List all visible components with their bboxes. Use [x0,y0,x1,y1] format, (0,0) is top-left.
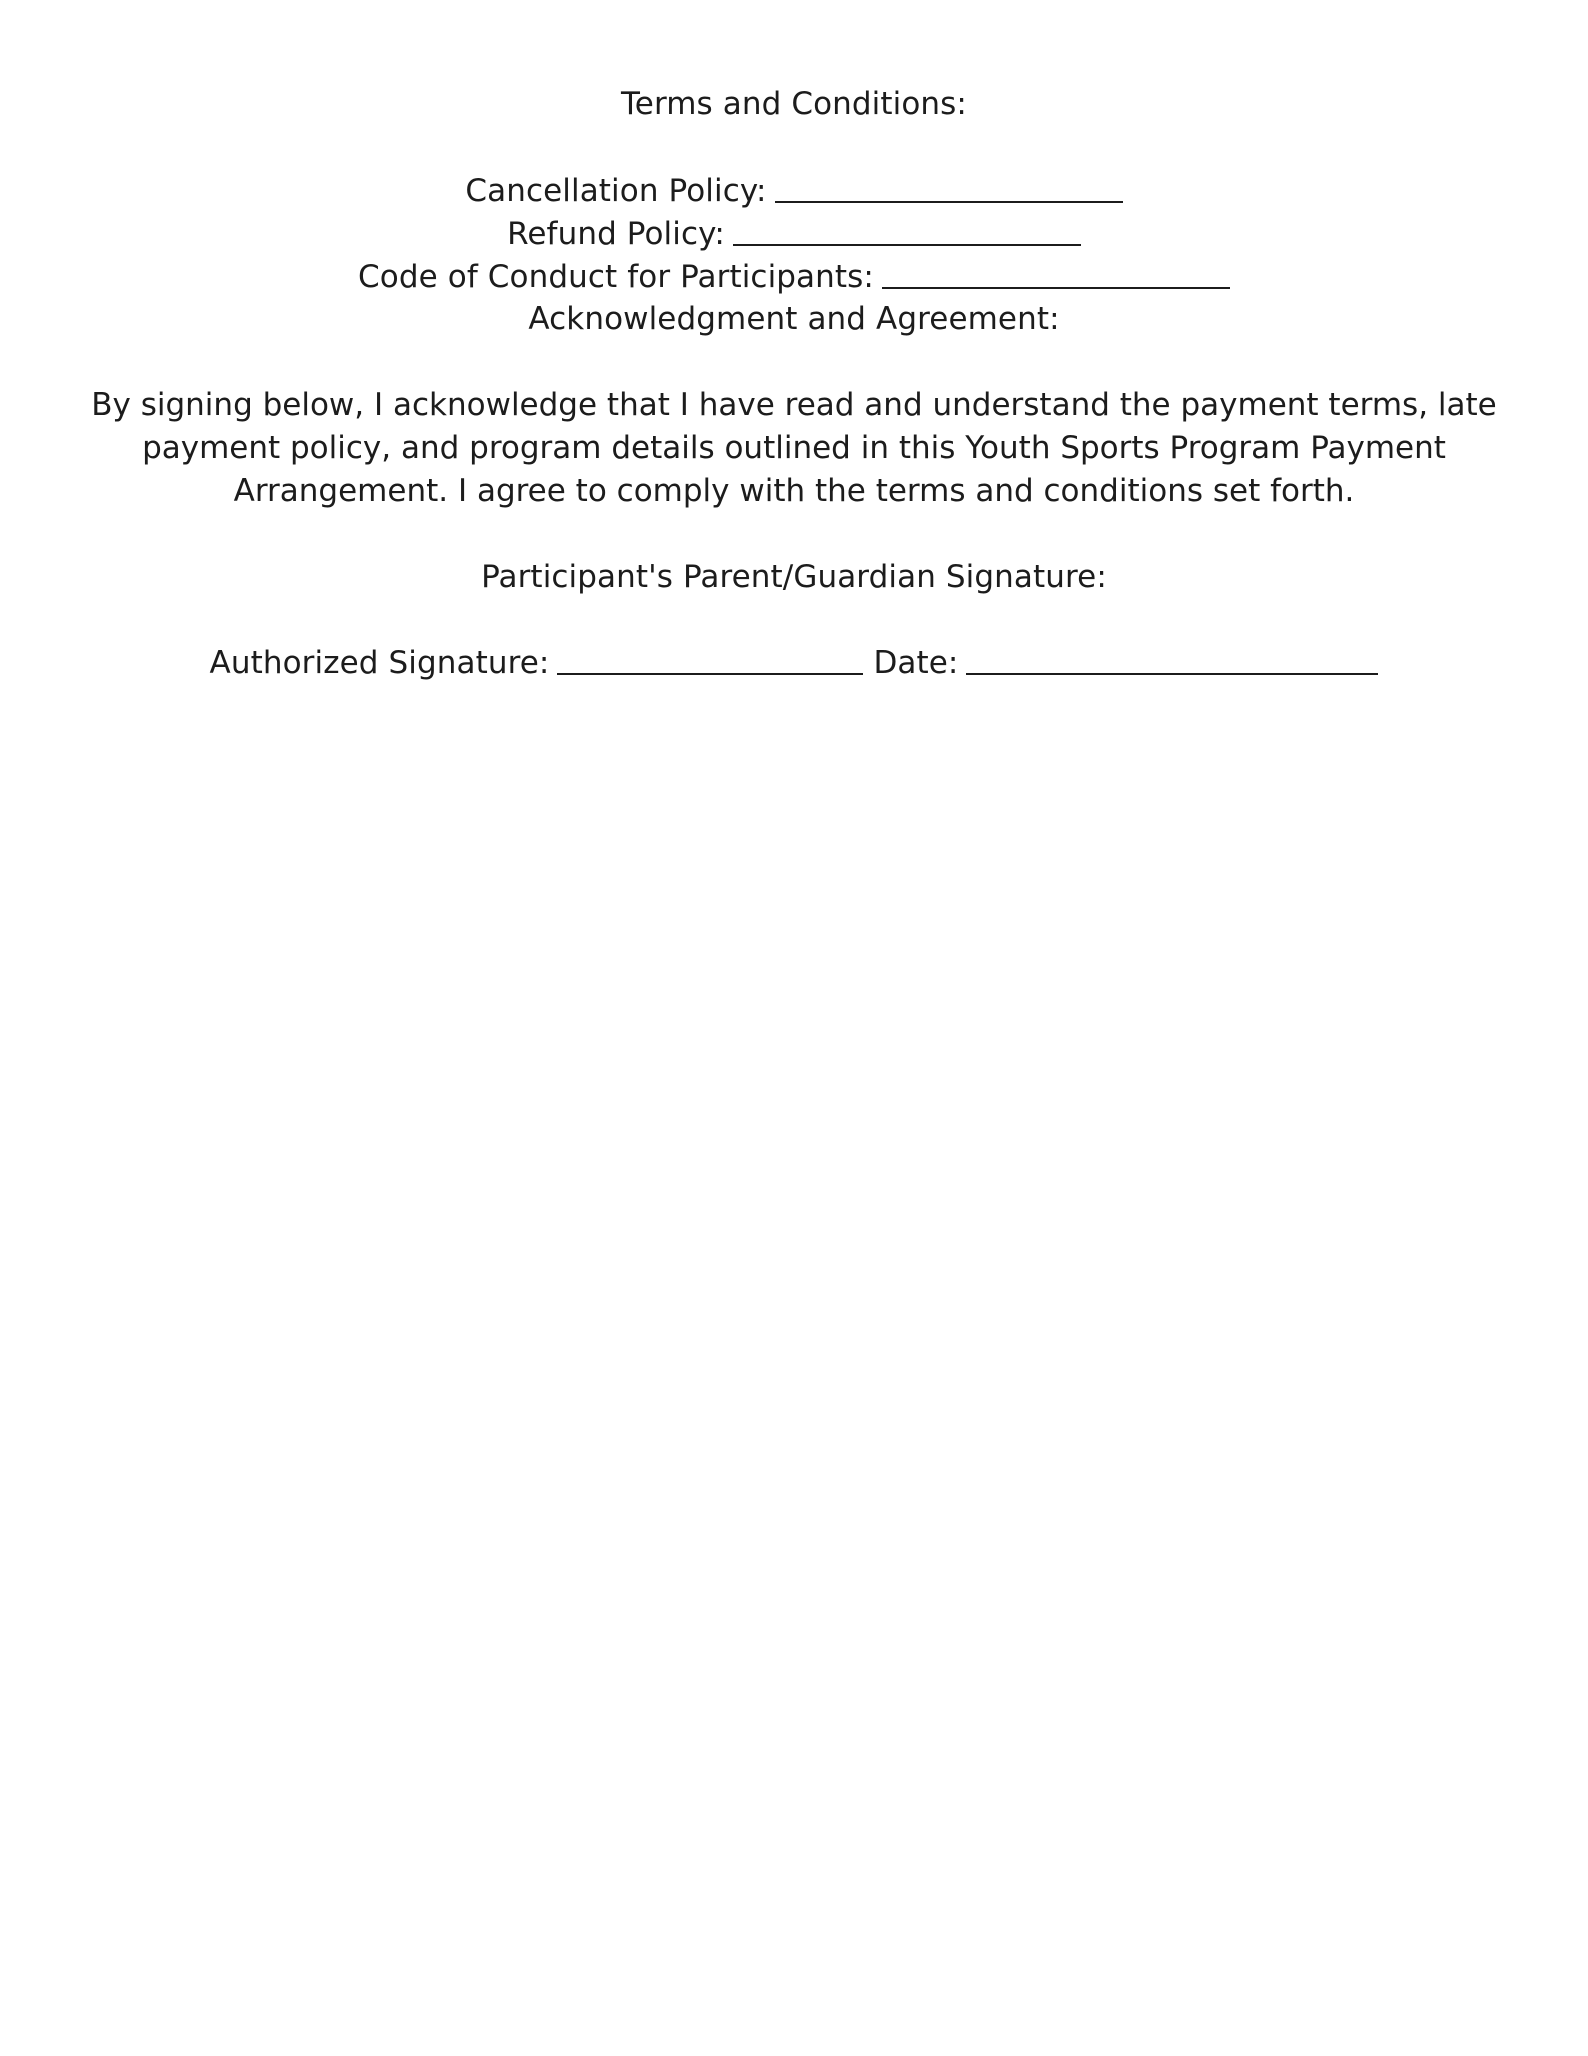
date-field[interactable] [966,643,1378,675]
agreement-paragraph: By signing below, I acknowledge that I have read and understand the payment terms, late payment policy, and program details outlined in this Youth Sports Program Payment Arrangement. I agree to comply with the terms and conditions set forth. [91,387,1497,509]
refund-policy-row [0,213,1588,256]
code-of-conduct-field[interactable] [882,257,1230,289]
authorized-signature-label: Authorized Signature: [209,645,550,681]
refund-policy-field[interactable] [733,214,1081,246]
terms-heading: Terms and Conditions: [621,86,967,122]
acknowledgment-heading: Acknowledgment and Agreement: [528,301,1060,337]
guardian-signature-label: Participant's Parent/Guardian Signature: [481,559,1107,595]
refund-policy-label: Refund Policy: [507,216,725,252]
cancellation-policy-row [0,170,1588,213]
date-label: Date: [873,645,959,681]
code-of-conduct-row [0,256,1588,299]
cancellation-policy-field[interactable] [775,171,1123,203]
authorized-signature-row [0,642,1588,685]
code-of-conduct-label: Code of Conduct for Participants: [358,259,874,295]
cancellation-policy-label: Cancellation Policy: [465,173,767,209]
authorized-signature-field[interactable] [557,643,863,675]
